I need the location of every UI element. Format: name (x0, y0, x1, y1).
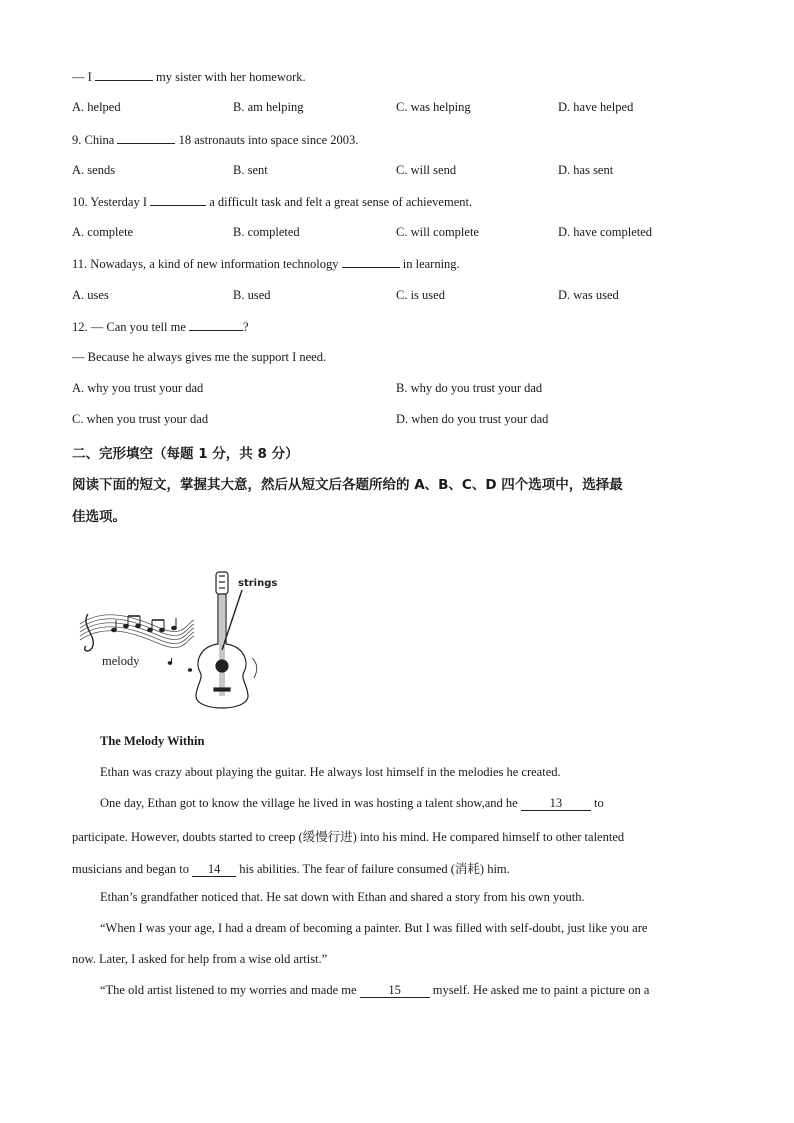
q11-option-d: D. was used (558, 288, 619, 302)
q8-option-c: C. was helping (396, 100, 471, 114)
q11-prefix: 11. Nowadays, a kind of new information technology (72, 257, 342, 271)
q9-suffix: 18 astronauts into space since 2003. (175, 133, 359, 147)
q8-option-a: A. helped (72, 100, 121, 114)
q10-stem (72, 193, 472, 210)
passage-line-3: participate. However, doubts started to creep (缓慢行进) into his mind. He compared himself to other talented (72, 830, 625, 844)
passage-line-7: now. Later, I asked for help from a wise old artist.” (72, 952, 328, 966)
q12-suffix: ? (243, 320, 249, 334)
passage-text: “The old artist listened to my worries and made me (100, 983, 360, 997)
passage-text: musicians and began to (72, 862, 193, 876)
blank-14: 14 (192, 862, 236, 877)
music-staff (80, 615, 194, 648)
q11-blank (342, 255, 400, 268)
q8-option-d: D. have helped (558, 100, 634, 114)
q12-reply: — Because he always gives me the support I need. (72, 350, 327, 364)
q8-prefix: — I (72, 70, 95, 84)
q9-blank (117, 131, 175, 144)
q12-option-c: C. when you trust your dad (72, 412, 209, 426)
blank-15: 15 (360, 983, 430, 998)
q11-suffix: in learning. (399, 257, 460, 271)
q12-option-d: D. when do you trust your dad (396, 412, 549, 426)
q9-option-b: B. sent (233, 163, 268, 177)
q10-blank (150, 193, 206, 206)
q10-option-b: B. completed (233, 225, 300, 239)
q12-option-a: A. why you trust your dad (72, 381, 204, 395)
passage-text: to (590, 796, 604, 810)
passage-text: his abilities. The fear of failure consumed (消耗) him. (236, 862, 510, 876)
passage-line-1: Ethan was crazy about playing the guitar. He always lost himself in the melodies he created. (100, 765, 561, 779)
q9-option-c: C. will send (396, 163, 457, 177)
q9-prefix: 9. China (72, 133, 118, 147)
passage-line-4 (72, 859, 722, 877)
q8-suffix: my sister with her homework. (152, 70, 306, 84)
q10-option-c: C. will complete (396, 225, 479, 239)
q10-suffix: a difficult task and felt a great sense of achievement. (206, 195, 473, 209)
q11-stem (72, 255, 460, 272)
q8-blank (95, 68, 153, 81)
q11-option-a: A. uses (72, 288, 109, 302)
guitar-shape (196, 572, 257, 708)
passage-line-2 (100, 796, 750, 811)
q9-option-d: D. has sent (558, 163, 614, 177)
q11-option-c: C. is used (396, 288, 445, 302)
guitar-illustration (76, 566, 286, 716)
passage-line-8 (100, 983, 750, 998)
strings-label: strings (238, 578, 278, 589)
passage-line-5: Ethan’s grandfather noticed that. He sat down with Ethan and shared a story from his own youth. (100, 890, 585, 904)
q10-option-a: A. complete (72, 225, 134, 239)
q10-prefix: 10. Yesterday I (72, 195, 151, 209)
passage-title: The Melody Within (100, 734, 205, 748)
q8-dialog (72, 68, 306, 85)
q12-prefix: 12. — Can you tell me (72, 320, 189, 334)
q12-blank (189, 318, 243, 331)
melody-label: melody (102, 654, 140, 668)
section-instruction-line1: 阅读下面的短文，掌握其大意，然后从短文后各题所给的 A、B、C、D 四个选项中，选择最 (72, 477, 623, 493)
q10-option-d: D. have completed (558, 225, 653, 239)
passage-line-6: “When I was your age, I had a dream of becoming a painter. But I was filled with self-doubt, just like you are (100, 921, 648, 935)
passage-text: One day, Ethan got to know the village he lived in was hosting a talent show,and he (100, 796, 521, 810)
guitar-melody-drawing (76, 566, 286, 716)
q9-option-a: A. sends (72, 163, 116, 177)
blank-13: 13 (521, 796, 591, 811)
section-instruction-line2: 佳选项。 (72, 509, 126, 525)
q8-option-b: B. am helping (233, 100, 304, 114)
section-heading: 二、完形填空（每题 1 分，共 8 分） (72, 446, 299, 462)
passage-text: myself. He asked me to paint a picture on a (429, 983, 650, 997)
q9-stem (72, 131, 358, 148)
q11-option-b: B. used (233, 288, 271, 302)
q12-option-b: B. why do you trust your dad (396, 381, 543, 395)
q12-stem (72, 318, 249, 335)
